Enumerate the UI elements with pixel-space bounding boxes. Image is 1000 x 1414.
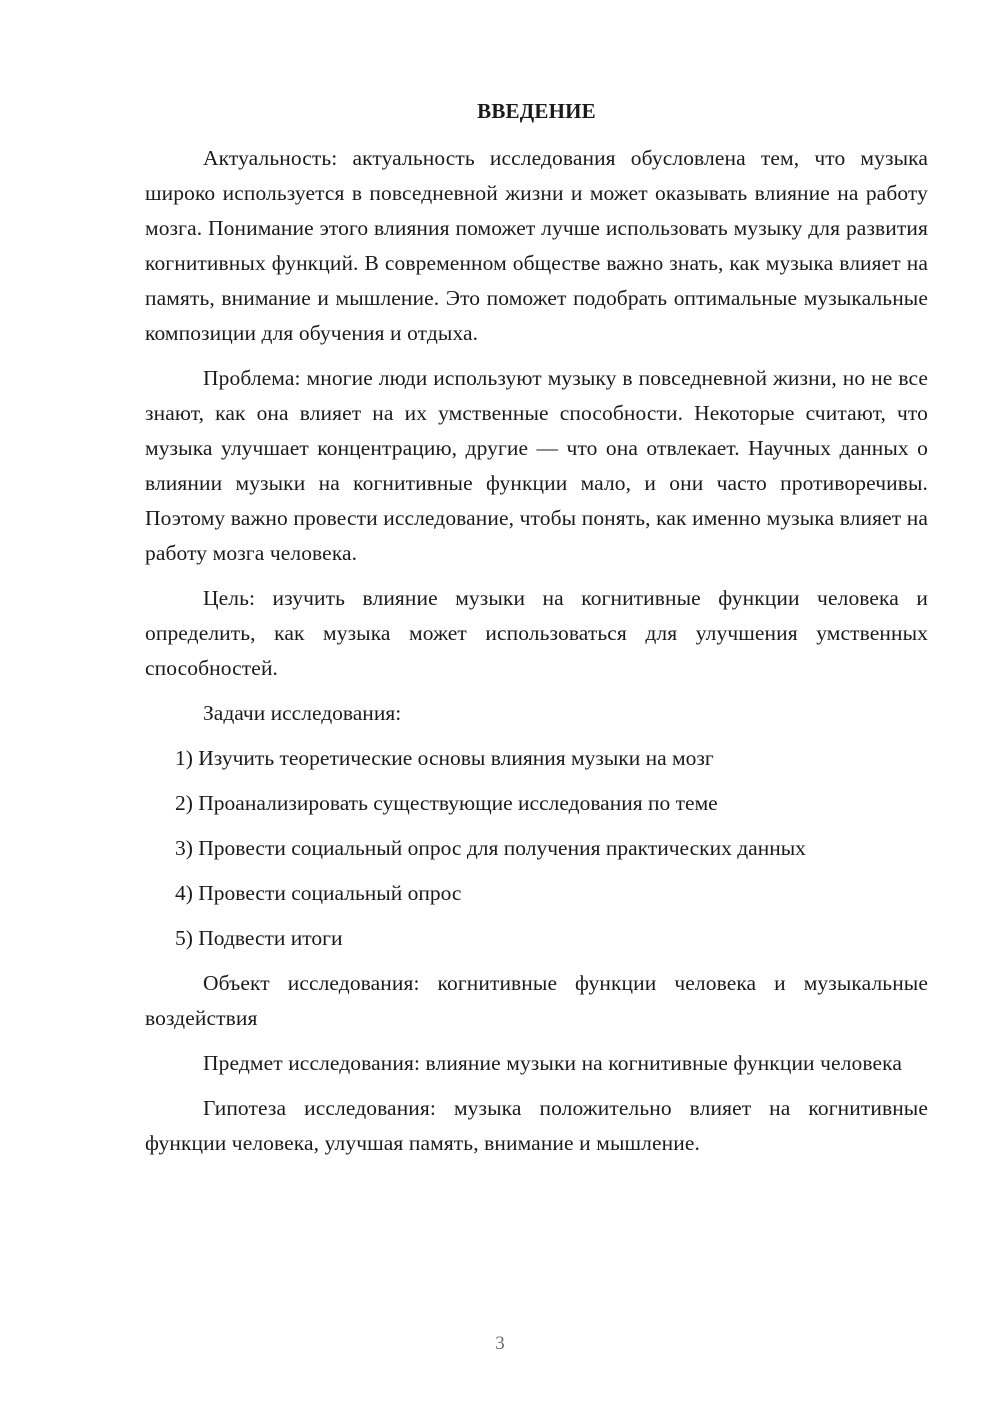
document-page [145,95,928,1171]
list-item: 2) Проанализировать существующие исследования по теме [175,791,718,815]
list-item: 1) Изучить теоретические основы влияния музыки на мозг [175,746,714,770]
page-title: ВВЕДЕНИЕ [477,99,596,123]
page-number: 3 [495,1333,505,1354]
hypothesis-paragraph: Гипотеза исследования: музыка положительно влияет на когнитивные функции человека, улучшая память, внимание и мышление. [145,1096,928,1155]
list-item: 5) Подвести итоги [175,926,343,950]
subject-paragraph: Предмет исследования: влияние музыки на когнитивные функции человека [203,1051,902,1075]
problem-paragraph: Проблема: многие люди используют музыку в повседневной жизни, но не все знают, как она влияет на их умственные способности. Некоторые считают, что музыка улучшает концентрацию, другие — что она отвлекает. Научных данных о влиянии музыки на когнитивные функции мало, и они часто противоречивы. Поэтому важно провести исследование, чтобы понять, как именно музыка влияет на работу мозга человека. [145,366,928,565]
tasks-list [145,741,928,956]
list-item: 3) Провести социальный опрос для получения практических данных [175,836,806,860]
relevance-paragraph: Актуальность: актуальность исследования обусловлена тем, что музыка широко используется в повседневной жизни и может оказывать влияние на работу мозга. Понимание этого влияния поможет лучше использовать музыку для развития когнитивных функций. В современном обществе важно знать, как музыка влияет на память, внимание и мышление. Это поможет подобрать оптимальные музыкальные композиции для обучения и отдыха. [145,146,928,345]
object-paragraph: Объект исследования: когнитивные функции человека и музыкальные воздействия [145,971,928,1030]
tasks-heading: Задачи исследования: [203,701,402,725]
goal-paragraph: Цель: изучить влияние музыки на когнитивные функции человека и определить, как музыка может использоваться для улучшения умственных способностей. [145,586,928,680]
list-item: 4) Провести социальный опрос [175,881,462,905]
